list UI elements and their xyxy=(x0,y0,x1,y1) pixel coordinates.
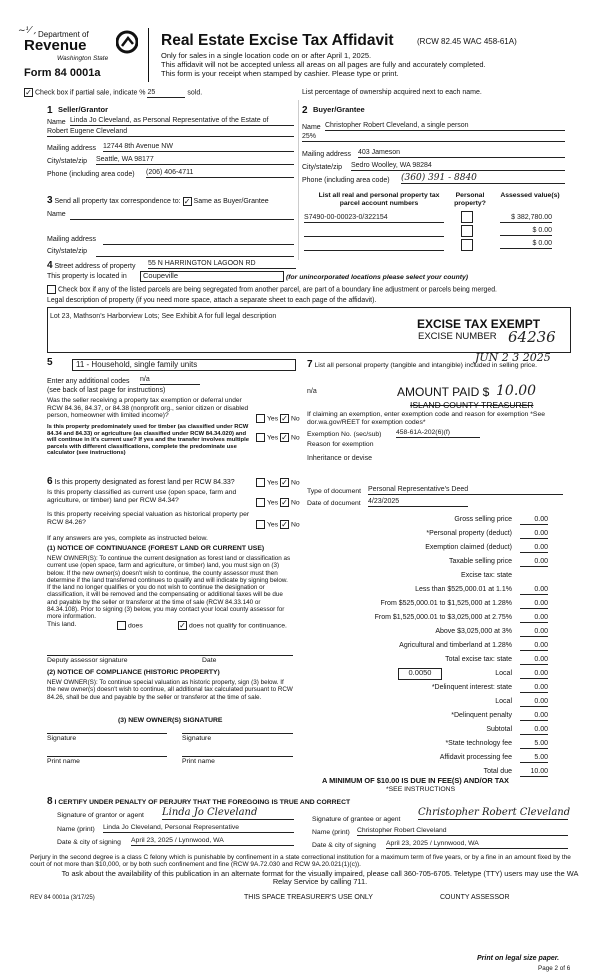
parcel-number-field[interactable] xyxy=(304,250,444,251)
additional-codes-field[interactable]: n/a xyxy=(140,376,200,385)
yes-label: Yes xyxy=(267,521,279,529)
print-name-label: Print name xyxy=(47,758,80,765)
correspondence-num: 3 xyxy=(47,195,53,206)
does-checkbox[interactable] xyxy=(117,621,126,630)
boundary-row xyxy=(47,285,497,294)
treasurer-stamp: ISLAND COUNTY TREASURER xyxy=(410,400,534,410)
signature-label-2: Signature xyxy=(182,735,212,742)
street-row xyxy=(47,260,135,272)
dor-logo-icon xyxy=(116,30,138,54)
section5-num: 5 xyxy=(47,357,53,368)
revision-label: REV 84 0001a (3/17/25) xyxy=(30,895,95,901)
partial-sale-row xyxy=(24,88,202,98)
seller-name-field[interactable]: Linda Jo Cleveland, as Personal Representative of the Estate of xyxy=(70,117,294,126)
grantor-date-label: Date & city of signing xyxy=(57,839,121,846)
does-not-option xyxy=(178,621,287,630)
corr-mailing-label: Mailing address xyxy=(47,236,97,243)
taxable-price-field[interactable]: 0.00 xyxy=(520,558,548,567)
form-citation: (RCW 82.45 WAC 458-61A) xyxy=(417,37,517,46)
q2-answers xyxy=(256,433,300,442)
personal-property-label: List all personal property (tangible and intangible) included in selling price. xyxy=(314,362,537,369)
partial-sale-checkbox[interactable]: ✓ xyxy=(25,88,32,97)
see-instructions: *SEE INSTRUCTIONS xyxy=(386,786,456,793)
doc-date-field[interactable]: 4/23/2025 xyxy=(368,498,468,507)
tier2-field[interactable]: 0.00 xyxy=(520,600,548,609)
exempt-stamp-line1: EXCISE TAX EXEMPT xyxy=(417,317,541,331)
subtotal-field[interactable]: 0.00 xyxy=(520,726,548,735)
local-interest-field[interactable]: 0.00 xyxy=(520,698,548,707)
reason-label: Reason for exemption xyxy=(307,441,374,448)
grantor-name-field[interactable]: Linda Jo Cleveland, Personal Representative xyxy=(103,824,294,833)
seller-mailing-label: Mailing address xyxy=(47,145,97,152)
reason-field[interactable]: Inheritance or devise xyxy=(307,455,372,462)
buyer-phone-label: Phone (including area code) xyxy=(302,177,390,184)
form-title: Real Estate Excise Tax Affidavit xyxy=(161,32,394,49)
exemption-instructions: If claiming an exemption, enter exemption code and reason for exemption *See dor.wa.gov/REET for exemption codes* xyxy=(307,411,546,426)
yes-label: Yes xyxy=(267,434,279,442)
personal-deduct-field[interactable]: 0.00 xyxy=(520,530,548,539)
correspondence-label: Send all property tax correspondence to: xyxy=(54,198,181,205)
local-rate-field[interactable]: 0.0050 xyxy=(398,668,442,680)
buyer-mailing-label: Mailing address xyxy=(302,151,352,158)
location-select[interactable]: Coupeville xyxy=(140,271,284,282)
exemption-no-label: Exemption No. (sec/sub) xyxy=(307,431,382,438)
header-note2: This affidavit will not be accepted unless all areas on all pages are fully and accurately completed. xyxy=(161,60,486,69)
s6q1-answers xyxy=(256,478,300,487)
doc-date-label: Date of document xyxy=(307,500,361,507)
exempt-stamp-line2: EXCISE NUMBER xyxy=(418,331,497,342)
buyer-num: 2 xyxy=(302,105,308,116)
located-label: This property is located in xyxy=(47,273,127,280)
deputy-label: Deputy assessor signature xyxy=(47,657,128,664)
tier2-label: From $525,000.01 to $1,525,000 at 1.28% xyxy=(380,600,512,607)
processing-fee-field[interactable]: 5.00 xyxy=(520,754,548,763)
owner-signature-line[interactable] xyxy=(47,733,167,734)
personal-property-checkbox[interactable] xyxy=(461,239,473,251)
street-field[interactable]: 55 N HARRINGTON LAGOON RD xyxy=(148,260,296,269)
grantee-sig-label: Signature of grantee or agent xyxy=(312,816,401,823)
seller-city-field[interactable]: Seattle, WA 98177 xyxy=(96,156,294,165)
yes-label: Yes xyxy=(267,479,279,487)
seller-mailing-field[interactable]: 12744 8th Avenue NW xyxy=(103,143,294,152)
land-label: This land. xyxy=(47,621,77,628)
ownership-note: List percentage of ownership acquired next to each name. xyxy=(302,89,482,96)
does-option xyxy=(117,621,143,630)
grantor-name-label: Name (print) xyxy=(57,826,95,833)
buyer-city-field[interactable]: Sedro Woolley, WA 98284 xyxy=(351,162,565,171)
exemption-deduct-field[interactable]: 0.00 xyxy=(520,544,548,553)
forest-question-row xyxy=(47,476,235,488)
grantor-signature-field[interactable]: Linda Jo Cleveland xyxy=(162,807,294,820)
handwritten-mark: ~¹⁄ , xyxy=(18,26,37,36)
owner-signature-line-2[interactable] xyxy=(182,733,293,734)
seller-city-label: City/state/zip xyxy=(47,158,88,165)
grantee-date-field[interactable]: April 23, 2025 / Lynnwood, WA xyxy=(386,840,568,849)
street-label: Street address of property xyxy=(54,263,136,270)
q1-answers xyxy=(256,414,300,423)
buyer-heading: Buyer/Grantee xyxy=(313,105,365,114)
corr-city-label: City/state/zip xyxy=(47,248,88,255)
owner-print-line[interactable] xyxy=(47,756,167,757)
exempt-number: 64236 xyxy=(508,328,556,346)
partial-sold-label: sold. xyxy=(187,89,203,97)
parcel-number-field[interactable] xyxy=(304,236,444,237)
seller-phone-field[interactable]: (206) 406-4711 xyxy=(146,169,294,178)
delinquent-interest-field[interactable]: 0.00 xyxy=(520,684,548,693)
historic-question: Is this property receiving special valuation as historical property per RCW 84.26? xyxy=(47,511,250,526)
s6q3-no-checkbox[interactable]: ✓ xyxy=(281,520,288,529)
partial-sale-label: Check box if partial sale, indicate % xyxy=(35,89,146,97)
amount-paid-value: 10.00 xyxy=(496,383,537,399)
assessed-value-field[interactable]: $ 0.00 xyxy=(500,227,552,236)
s6q1-no-checkbox[interactable]: ✓ xyxy=(281,478,288,487)
grantee-name-field[interactable]: Christopher Robert Cleveland xyxy=(357,827,568,836)
yes-label: Yes xyxy=(267,415,279,423)
gross-price-label: Gross selling price xyxy=(454,516,512,523)
partial-percent-field[interactable]: 25 xyxy=(147,89,185,98)
located-note: (for unincorporated locations please select your county) xyxy=(286,274,469,281)
tier4-label: Above $3,025,000 at 3% xyxy=(435,628,512,635)
assessed-col-header: Assessed value(s) xyxy=(500,192,560,199)
buyer-name-label: Name xyxy=(302,124,321,131)
tier1-label: Less than $525,000.01 at 1.1% xyxy=(415,586,512,593)
doc-type-label: Type of document xyxy=(307,488,362,495)
agricultural-field[interactable]: 0.00 xyxy=(520,642,548,651)
property-num: 4 xyxy=(47,260,53,271)
delinquent-interest-label: *Delinquent interest: state xyxy=(431,684,512,691)
q1-yes-checkbox[interactable] xyxy=(256,414,265,423)
exemption-deduct-label: Exemption claimed (deduct) xyxy=(425,544,512,551)
boundary-label: Check box if any of the listed parcels are being segregated from another parcel, are part of a boundary line adjustment or parcels being merged. xyxy=(58,286,497,294)
does-not-label: does not qualify for continuance. xyxy=(189,622,287,630)
additional-codes-label: Enter any additional codes xyxy=(47,378,130,385)
county-assessor-label: COUNTY ASSESSOR xyxy=(440,894,510,901)
taxable-price-label: Taxable selling price xyxy=(448,558,512,565)
grantee-name-label: Name (print) xyxy=(312,829,350,836)
corr-mailing-field[interactable] xyxy=(103,244,294,245)
legal-label: Legal description of property (if you need more space, attach a separate sheet to each page of the affidavit). xyxy=(47,297,377,304)
tech-fee-label: *State technology fee xyxy=(445,740,512,747)
buyer-mailing-field[interactable]: 403 Jameson xyxy=(358,149,565,158)
form-number: Form 84 0001a xyxy=(24,67,101,79)
yes-label: Yes xyxy=(267,499,279,507)
buyer-name-field[interactable]: Christopher Robert Cleveland, a single person xyxy=(325,122,565,131)
certify-statement: I CERTIFY UNDER PENALTY OF PERJURY THAT THE FOREGOING IS TRUE AND CORRECT xyxy=(54,799,351,806)
grantor-sig-label: Signature of grantor or agent xyxy=(57,812,144,819)
tier3-label: From $1,525,000.01 to $3,025,000 at 2.75% xyxy=(374,614,512,621)
no-label: No xyxy=(290,499,300,507)
no-label: No xyxy=(290,521,300,529)
total-state-label: Total excise tax: state xyxy=(445,656,512,663)
gross-price-field[interactable]: 0.00 xyxy=(520,516,548,525)
agricultural-label: Agricultural and timberland at 1.28% xyxy=(399,642,512,649)
signature-label: Signature xyxy=(47,735,77,742)
no-label: No xyxy=(290,434,300,442)
certify-row xyxy=(47,796,350,808)
perjury-notice: Perjury in the second degree is a class C felony which is punishable by confinement in a state correctional institution for a maximum term of five years, or by a fine in an amount fixed by the court of not more than $10,000, or by both such confinement and fine (RCW 9A.72.030 and RCW 9A.20.021(1)(c)). xyxy=(30,854,571,869)
grantee-signature-field[interactable]: Christopher Robert Cleveland xyxy=(418,807,571,818)
delinquent-penalty-field[interactable]: 0.00 xyxy=(520,712,548,721)
current-use-question: Is this property classified as current use (open space, farm and agriculture, or timber) land per RCW 84.34? xyxy=(47,489,237,504)
personal-col-header: Personal property? xyxy=(454,192,486,207)
boundary-checkbox[interactable] xyxy=(47,285,56,294)
owner-print-line-2[interactable] xyxy=(182,756,293,757)
q2-no-checkbox[interactable]: ✓ xyxy=(281,433,288,442)
page-number: Page 2 of 6 xyxy=(538,965,571,972)
s6q2-answers xyxy=(256,498,300,507)
personal-property-checkbox[interactable] xyxy=(461,211,473,223)
correspondence-row xyxy=(47,195,269,207)
section6-num: 6 xyxy=(47,476,53,487)
q2-yes-checkbox[interactable] xyxy=(256,433,265,442)
s6q3-yes-checkbox[interactable] xyxy=(256,520,265,529)
date-stamp: JUN 2 3 2025 xyxy=(475,351,551,364)
deputy-signature-line[interactable] xyxy=(47,655,293,656)
dept-name: Revenue xyxy=(24,37,87,54)
section8-num: 8 xyxy=(47,796,53,807)
forest-question: Is this property designated as forest land per RCW 84.33? xyxy=(54,479,235,486)
exemption-question: Was the seller receiving a property tax exemption or deferral under RCW 84.36, 84.37, or 84.38 (nonprofit org., senior citizen or disabled person, homeowner with limited income)? xyxy=(47,397,249,420)
header-note1: Only for sales in a single location code on or after April 1, 2025. xyxy=(161,51,372,60)
new-owner-heading: (3) NEW OWNER(S) SIGNATURE xyxy=(118,717,223,724)
historic-text: NEW OWNER(S): To continue special valuation as historic property, sign (3) below. If the new owner(s) doesn't wish to continue, all additional tax calculated pursuant to RCW 84.26, shall be due and payable by the seller or transferor at the time of sale. xyxy=(47,679,293,701)
exemption-no-field[interactable]: 458-61A-202(6)(f) xyxy=(396,429,480,438)
continuance-heading: (1) NOTICE OF CONTINUANCE (FOREST LAND OR CURRENT USE) xyxy=(47,545,265,552)
tier1-field[interactable]: 0.00 xyxy=(520,586,548,595)
seller-name-label: Name xyxy=(47,119,66,126)
parcel-number-field[interactable]: S7490-00-00023-0/322154 xyxy=(304,214,444,223)
seller-heading: Seller/Grantor xyxy=(58,105,109,114)
dept-line1: Department of xyxy=(38,30,89,39)
assessed-value-field[interactable]: $ 0.00 xyxy=(500,240,552,249)
land-use-select[interactable]: 11 - Household, single family units xyxy=(72,359,296,371)
alt-format-notice: To ask about the availability of this publication in an alternate format for the visually impaired, please call 360-705-6705. Teletype (TTY) users may use the WA Relay Service by calling 711. xyxy=(61,869,579,887)
treasurer-use-label: THIS SPACE TREASURER'S USE ONLY xyxy=(244,894,373,901)
no-label: No xyxy=(290,479,300,487)
seller-num: 1 xyxy=(47,105,53,116)
parcel-col-header: List all real and personal property tax parcel account numbers xyxy=(318,192,440,207)
total-state-field[interactable]: 0.00 xyxy=(520,656,548,665)
corr-name-label: Name xyxy=(47,211,66,218)
grantor-date-field[interactable]: April 23, 2025 / Lynnwood, WA xyxy=(131,837,294,846)
additional-codes-note: (see back of last page for instructions) xyxy=(47,387,166,394)
local-interest-label: Local xyxy=(495,698,512,705)
buyer-name-field-2[interactable]: 25% xyxy=(302,133,565,142)
processing-fee-label: Affidavit processing fee xyxy=(439,754,512,761)
historic-heading: (2) NOTICE OF COMPLIANCE (HISTORIC PROPERTY) xyxy=(47,669,220,676)
local-field[interactable]: 0.00 xyxy=(520,670,548,679)
s6q2-yes-checkbox[interactable] xyxy=(256,498,265,507)
delinquent-penalty-label: *Delinquent penalty xyxy=(451,712,512,719)
if-yes-note: If any answers are yes, complete as instructed below. xyxy=(47,535,208,542)
does-label: does xyxy=(128,622,143,630)
buyer-city-label: City/state/zip xyxy=(302,164,343,171)
personal-property-checkbox[interactable] xyxy=(461,225,473,237)
s6q2-no-checkbox[interactable]: ✓ xyxy=(281,498,288,507)
tier3-field[interactable]: 0.00 xyxy=(520,614,548,623)
doc-type-field[interactable]: Personal Representative's Deed xyxy=(368,486,563,495)
same-as-buyer-checkbox[interactable]: ✓ xyxy=(183,196,191,206)
same-as-buyer-label: Same as Buyer/Grantee xyxy=(193,198,269,205)
does-not-checkbox[interactable]: ✓ xyxy=(179,621,186,630)
legal-paper-note: Print on legal size paper. xyxy=(477,955,560,962)
print-name-label-2: Print name xyxy=(182,758,215,765)
s6q3-answers xyxy=(256,520,300,529)
timber-question: Is this property predominately used for timber (as classified under RCW 84.34 and 84.33) or agriculture (as classified under RCW 84.34.020) and will continue in it's current use? If yes and the transfer involves multiple parcels with different classifications, complete the predominate use calculator (see instructions) xyxy=(47,424,250,457)
dept-state: Washington State xyxy=(57,55,109,62)
legal-description-text: Lot 23, Mathson's Harborview Lots; See Exhibit A for full legal description xyxy=(50,313,277,320)
seller-name-field-2[interactable]: Robert Eugene Cleveland xyxy=(47,128,294,137)
corr-name-field[interactable] xyxy=(70,219,294,220)
personal-property-field[interactable]: n/a xyxy=(307,388,317,395)
header-note3: This form is your receipt when stamped by cashier. Please type or print. xyxy=(161,69,399,78)
no-label: No xyxy=(290,415,300,423)
deputy-date-label: Date xyxy=(202,657,217,664)
buyer-phone-field[interactable]: (360) 391 - 8840 xyxy=(401,173,565,184)
excise-state-label: Excise tax: state xyxy=(461,572,512,579)
continuance-text: NEW OWNER(S): To continue the current designation as forest land or classification as current use (open space, farm and agriculture, or timber) land, you must sign on (3) below. If the new owner(s) doesn't wish to continue, the county assessor must then determine if the land transferred continues to qualify and will indicate by signing below. If the land no longer qualifies or you do not wish to continue the designation or classification, it will be removed and the compensating or additional taxes will be due and payable by the seller or transferor at the time of sale (RCW 84.33.140 or 84.34.108). Prior to signing (3) below, you may contact your local county assessor for more information. xyxy=(47,555,291,621)
total-due-label: Total due xyxy=(483,768,512,775)
minimum-note: A MINIMUM OF $10.00 IS DUE IN FEE(S) AND/OR TAX xyxy=(322,776,509,785)
section7-num: 7 xyxy=(307,359,313,370)
assessed-value-field[interactable]: $ 382,780.00 xyxy=(500,214,552,223)
total-due-field[interactable]: 10.00 xyxy=(520,768,548,777)
seller-phone-label: Phone (including area code) xyxy=(47,171,135,178)
subtotal-label: Subtotal xyxy=(486,726,512,733)
personal-deduct-label: *Personal property (deduct) xyxy=(426,530,512,537)
amount-paid-stamp: AMOUNT PAID $ xyxy=(397,385,490,399)
local-label: Local xyxy=(495,670,512,677)
grantee-date-label: Date & city of signing xyxy=(312,842,376,849)
q1-no-checkbox[interactable]: ✓ xyxy=(281,414,288,423)
tech-fee-field[interactable]: 5.00 xyxy=(520,740,548,749)
tier4-field[interactable]: 0.00 xyxy=(520,628,548,637)
corr-city-field[interactable] xyxy=(96,256,294,257)
s6q1-yes-checkbox[interactable] xyxy=(256,478,265,487)
